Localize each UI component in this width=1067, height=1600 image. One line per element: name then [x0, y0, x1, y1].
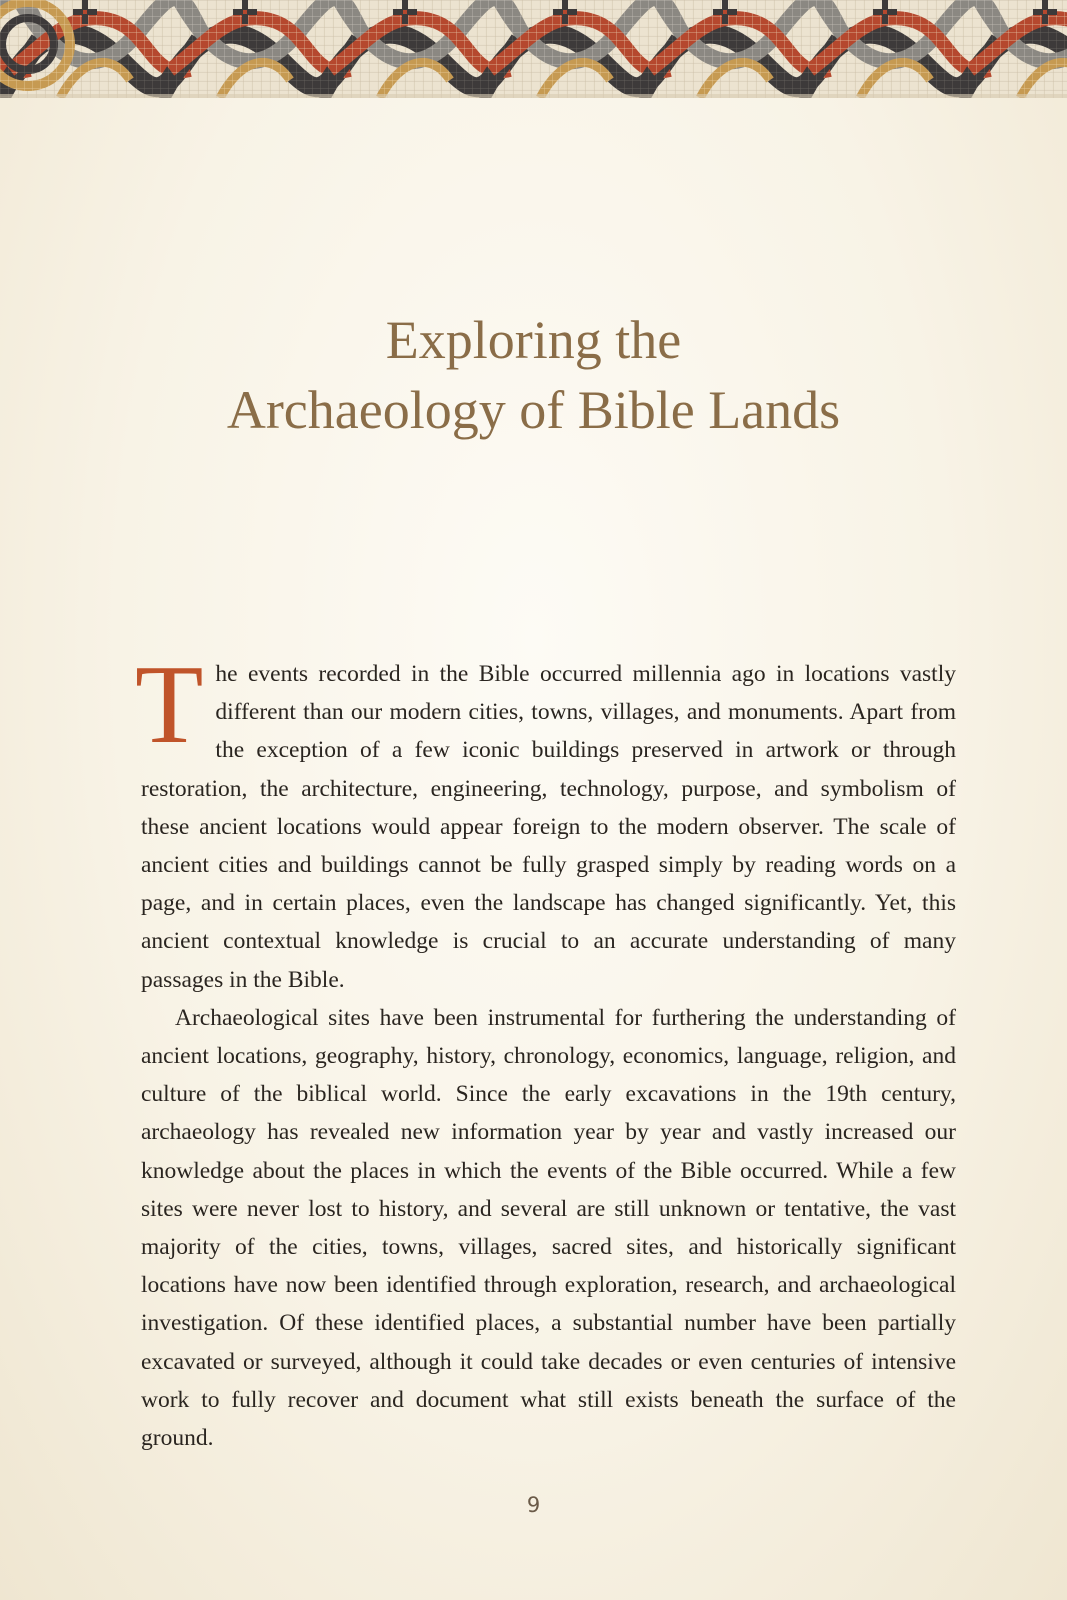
- paragraph-1: [135, 643, 956, 999]
- mosaic-border-icon: [0, 0, 1067, 98]
- mosaic-cross-center: [83, 10, 87, 14]
- chapter-title: [0, 305, 1067, 445]
- mosaic-cross-center: [563, 10, 567, 14]
- paragraph-1-text: he events recorded in the Bible occurred millennia ago in locations vastly different than our modern cities, towns, villages, and monuments. Apart from the exception of a few iconic buildings preserved in artwork or through restoration, the architecture, engineering, technology, purpose, and symbolism of these ancient locations would appear foreign to the modern observer. The scale of ancient cities and buildings cannot be fully grasped simply by reading words on a page, and in certain places, even the landscape has changed significantly. Yet, this ancient contextual knowledge is crucial to an accurate understanding of many passages in the Bible.: [141, 661, 956, 993]
- paragraph-2: Archaeological sites have been instrumental for furthering the understanding of ancient locations, geography, history, chronology, economics, language, religion, and culture of the biblical world. Since the early excavations in the 19th century, archaeology has revealed new information year by year and vastly increased our knowledge about the places in which the events of the Bible occurred. While a few sites were never lost to history, and several are still unknown or tentative, the vast majority of the cities, towns, villages, sacred sites, and historically significant locations have now been identified through exploration, research, and archaeological investigation. Of these identified places, a substantial number have been partially excavated or surveyed, although it could take decades or even centuries of intensive work to fully recover and document what still exists beneath the surface of the ground.: [141, 1004, 956, 1452]
- mosaic-cross-center: [1043, 10, 1047, 14]
- drop-cap: T: [135, 643, 204, 767]
- mosaic-cross-center: [243, 10, 247, 14]
- mosaic-cross-center: [403, 10, 407, 14]
- chapter-title-line-2: Archaeology of Bible Lands: [226, 380, 841, 440]
- mosaic-cross-center: [723, 10, 727, 14]
- page-number: 9: [526, 1493, 541, 1517]
- body-text: [135, 643, 956, 1457]
- chapter-title-line-1: Exploring the: [385, 310, 682, 370]
- mosaic-cross-center: [883, 10, 887, 14]
- mosaic-edge: [0, 94, 1067, 98]
